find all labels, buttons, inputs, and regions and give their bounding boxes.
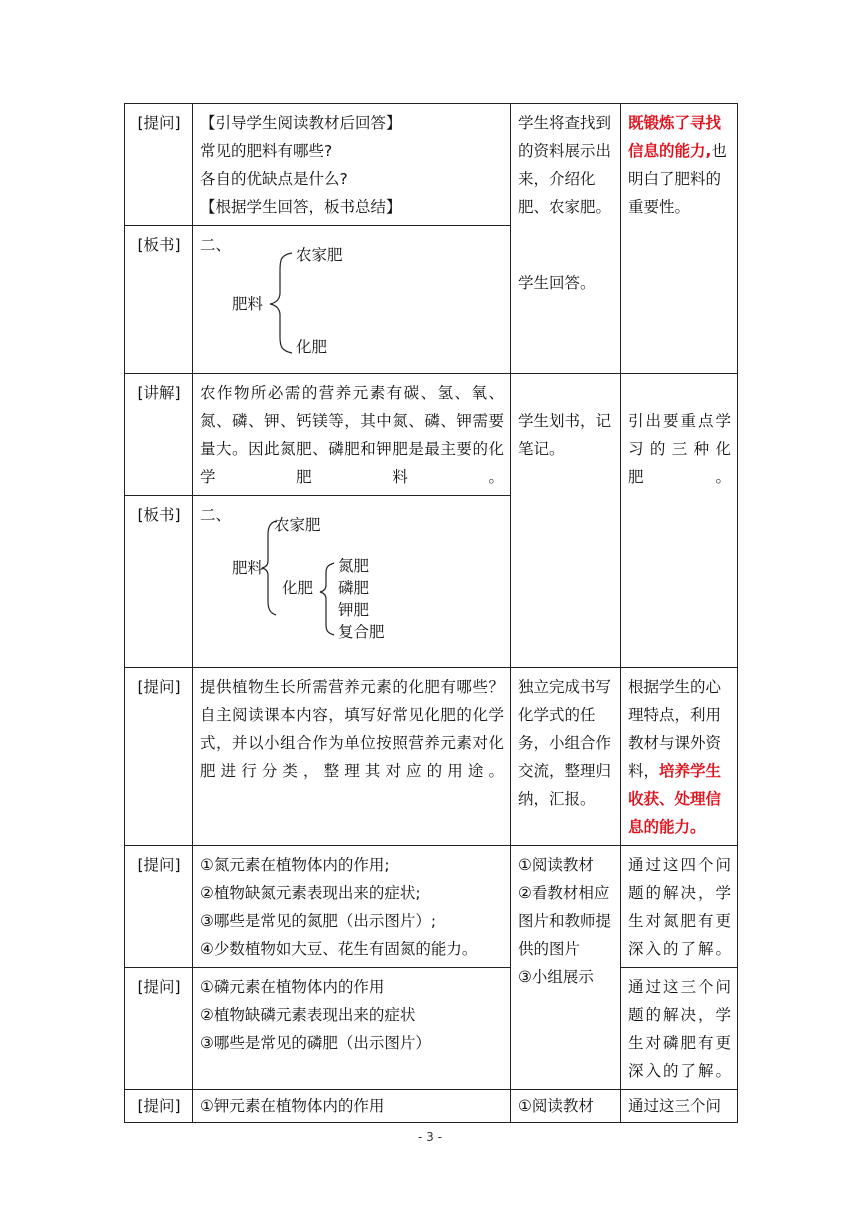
board-leaf: 钾肥 [338,601,370,619]
board-root: 肥料 [232,559,264,577]
student-cell [511,104,621,374]
board-diagram [200,501,504,661]
student-text: ①阅读教材 [518,856,594,874]
row-tag: [提问] [125,1090,193,1123]
lesson-table [124,103,738,1123]
row-tag: [提问] [125,104,193,226]
content-line: ②植物缺磷元素表现出来的症状 [200,1006,416,1024]
purpose-text: 通过这三个问 [628,1097,722,1115]
board-branch: 化肥 [296,338,328,356]
board-number: 二、 [200,236,232,254]
board-branch: 化肥 [282,579,314,597]
purpose-text: 通过这四个问题的解决，学生对氮肥有更深入的了解。 [628,856,731,958]
student-text: 学生划书，记笔记。 [518,412,612,458]
purpose-cell [621,968,738,1090]
student-text: ③小组展示 [518,968,594,986]
board-leaf: 磷肥 [338,579,370,597]
content-text: 提供植物生长所需营养元素的化肥有哪些？自主阅读课本内容，填写好常见化肥的化学式，并以小组合作为单位按照营养元素对化肥进行分类，整理其对应的用途。 [200,678,504,780]
student-text: ①阅读教材 [518,1097,594,1115]
brace-icon [200,231,320,361]
board-number: 二、 [200,506,232,524]
content-cell [193,374,511,496]
content-line: 各自的优缺点是什么? [200,170,348,188]
student-cell [511,374,621,668]
purpose-text: 通过这三个问题的解决，学生对磷肥有更深入的了解。 [628,978,731,1080]
table-row [125,668,738,846]
row-tag: [提问] [125,668,193,846]
content-line: 【引导学生阅读教材后回答】 [200,114,402,132]
brace-icon [200,501,360,661]
content-line: ②植物缺氮元素表现出来的症状; [200,884,421,902]
content-line: ①氮元素在植物体内的作用; [200,856,390,874]
row-tag: [板书] [125,496,193,668]
student-text: 学生回答。 [518,274,596,292]
board-branch: 农家肥 [274,516,321,534]
board-root: 肥料 [232,295,264,313]
student-text: 独立完成书写化学式的任务，小组合作交流，整理归纳，汇报。 [518,678,612,808]
content-line: ③哪些是常见的氮肥（出示图片）; [200,912,437,930]
purpose-highlight: 培养学生收获、处理信息的能力。 [628,762,722,836]
purpose-text: 引出要重点学习的三种化肥。 [628,412,731,486]
board-leaf: 氮肥 [338,557,370,575]
board-cell [193,496,511,668]
student-cell [511,1090,621,1123]
student-text: ②看教材相应图片和教师提供的图片 [518,884,612,958]
content-line: ④少数植物如大豆、花生有固氮的能力。 [200,940,478,958]
purpose-cell [621,104,738,374]
board-cell [193,226,511,374]
purpose-cell [621,668,738,846]
content-cell [193,668,511,846]
row-tag: [提问] [125,968,193,1090]
student-cell [511,846,621,1090]
row-tag: [提问] [125,846,193,968]
page-number: - 3 - [418,1130,442,1144]
board-diagram [200,231,504,361]
purpose-text: 也明白了肥料的重要性。 [628,142,727,216]
content-cell [193,1090,511,1123]
table-row [125,968,738,1090]
content-line: ①钾元素在植物体内的作用 [200,1097,385,1115]
content-line: ①磷元素在植物体内的作用 [200,978,385,996]
purpose-cell [621,374,738,668]
table-row [125,846,738,968]
content-cell [193,968,511,1090]
row-tag: [讲解] [125,374,193,496]
table-row [125,1090,738,1123]
student-cell [511,668,621,846]
content-cell [193,104,511,226]
table-row [125,104,738,226]
content-line: ③哪些是常见的磷肥（出示图片） [200,1034,431,1052]
table-row [125,374,738,496]
purpose-text: 根据学生的心理特点，利用教材与课外资料， [628,678,722,780]
content-cell [193,846,511,968]
purpose-cell [621,1090,738,1123]
board-branch: 农家肥 [296,246,343,264]
content-line: 常见的肥料有哪些? [200,142,333,160]
board-leaf: 复合肥 [338,623,385,641]
purpose-highlight: 既锻炼了寻找信息的能力, [628,114,722,160]
content-line: 【根据学生回答，板书总结】 [200,198,402,216]
student-text: 学生将查找到的资料展示出来，介绍化肥、农家肥。 [518,114,612,216]
row-tag: [板书] [125,226,193,374]
content-text: 农作物所必需的营养元素有碳、氢、氧、氮、磷、钾、钙镁等，其中氮、磷、钾需要量大。因此氮肥、磷肥和钾肥是最主要的化学肥料。 [200,384,504,486]
purpose-cell [621,846,738,968]
